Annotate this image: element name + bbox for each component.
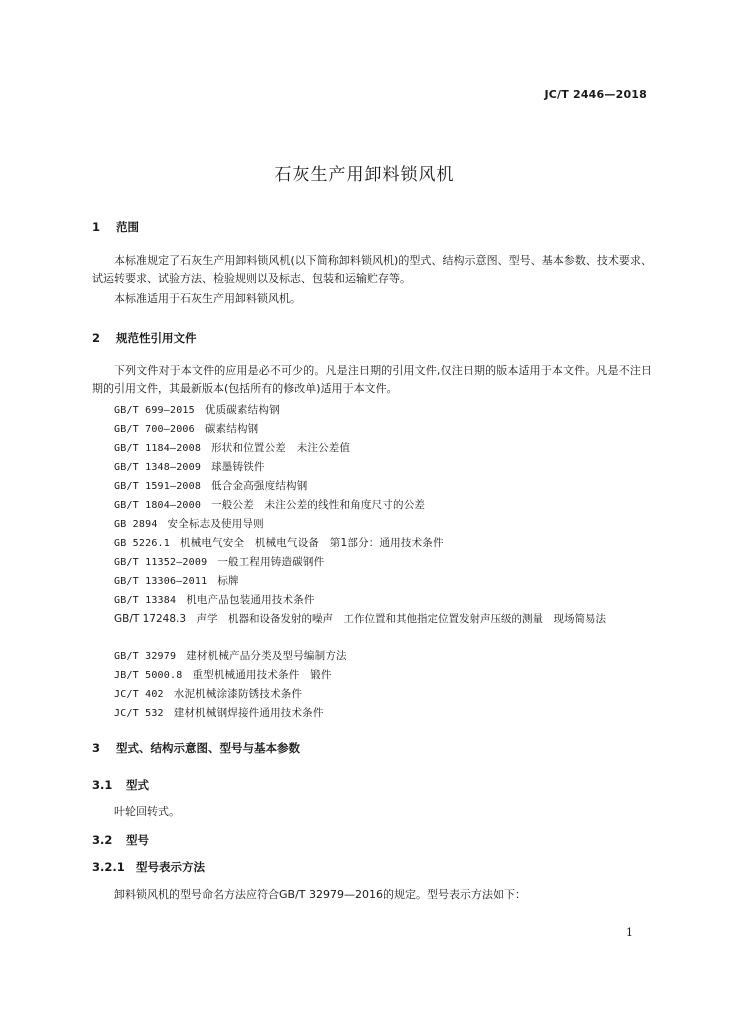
subsection-title: 型号	[126, 833, 149, 847]
reference-name: 标牌	[217, 575, 239, 587]
reference-name: 机电产品包装通用技术条件	[186, 594, 315, 606]
reference-name: 重型机械通用技术条件 锻件	[192, 669, 332, 681]
reference-item	[114, 535, 444, 550]
section-2-heading	[92, 330, 197, 346]
reference-item	[114, 440, 350, 455]
reference-name: 水泥机械涂漆防锈技术条件	[173, 688, 303, 700]
section-3-heading	[92, 740, 300, 756]
reference-item	[114, 592, 315, 607]
reference-name: 一般公差 未注公差的线性和角度尺寸的公差	[211, 499, 426, 511]
reference-item	[114, 705, 324, 720]
reference-code: GB 2894	[114, 519, 158, 530]
reference-code: GB/T 1591—2008	[114, 481, 202, 492]
reference-code: GB/T 699—2015	[114, 405, 195, 416]
reference-name: 碳素结构钢	[204, 423, 259, 435]
subsection-3-1-heading	[92, 777, 149, 793]
reference-name: 球墨铸铁件	[211, 461, 265, 473]
section-title: 规范性引用文件	[116, 331, 197, 345]
subsection-number: 3.2	[92, 833, 113, 847]
subsection-number: 3.2.1	[92, 860, 125, 874]
reference-code: GB/T 1184—2008	[114, 443, 202, 454]
reference-code: JC/T 402	[114, 689, 164, 700]
reference-name: 安全标志及使用导则	[167, 518, 264, 530]
reference-item	[114, 516, 264, 531]
model-notation-text: 卸料锁风机的型号命名方法应符合GB/T 32979—2016的规定。型号表示方法如下：	[114, 888, 526, 901]
section-number: 1	[92, 220, 101, 234]
reference-item	[114, 648, 347, 663]
reference-item	[114, 667, 332, 682]
reference-name: 一般工程用铸造碳钢件	[217, 556, 325, 568]
reference-name: 机械电气安全 机械电气设备 第1部分：通用技术条件	[180, 537, 444, 549]
reference-code: GB/T 11352—2009	[114, 557, 208, 568]
reference-code: JB/T 5000.8	[114, 670, 183, 681]
reference-code: GB/T 13306—2011	[114, 576, 208, 587]
subsection-title: 型号表示方法	[136, 860, 205, 874]
subsection-3-2-heading	[92, 832, 149, 848]
reference-item	[114, 421, 258, 436]
section-number: 2	[92, 331, 101, 345]
subsection-title: 型式	[126, 778, 149, 792]
reference-name: 优质碳素结构钢	[204, 404, 280, 416]
type-text: 叶轮回转式。	[114, 805, 180, 818]
standard-code: JC/T 2446—2018	[544, 88, 647, 101]
reference-item	[114, 478, 307, 493]
document-title: 石灰生产用卸料锁风机	[274, 165, 455, 185]
reference-code: GB/T 13384	[114, 595, 177, 606]
reference-name: 建材机械产品分类及型号编制方法	[186, 650, 347, 662]
subsection-3-2-1-heading	[92, 859, 205, 875]
reference-name: 建材机械钢焊接件通用技术条件	[173, 707, 324, 719]
reference-name: 形状和位置公差 未注公差值	[211, 442, 351, 454]
reference-item-long: GB/T 17248.3 声学 机器和设备发射的噪声 工作位置和其他指定位置发射声压级的测量 现场简易法	[114, 613, 607, 625]
reference-item	[114, 686, 302, 701]
section-title: 范围	[116, 220, 139, 234]
reference-code: GB/T 1804—2000	[114, 500, 202, 511]
references-intro: 下列文件对于本文件的应用是必不可少的。凡是注日期的引用文件,仅注日期的版本适用于本文件。凡是不注日期的引用文件，其最新版本(包括所有的修改单)适用于本文件。	[92, 364, 652, 395]
reference-code: GB/T 32979	[114, 651, 177, 662]
section-title: 型式、结构示意图、型号与基本参数	[116, 741, 300, 755]
reference-code: GB/T 1348—2009	[114, 462, 202, 473]
page-number: 1	[626, 926, 633, 939]
reference-item	[114, 402, 280, 417]
reference-item	[114, 554, 324, 569]
reference-item	[114, 573, 239, 588]
reference-item	[114, 497, 425, 512]
section-number: 3	[92, 741, 101, 755]
reference-code: GB 5226.1	[114, 538, 170, 549]
reference-name: 低合金高强度结构钢	[211, 480, 308, 492]
reference-code: JC/T 532	[114, 708, 164, 719]
reference-item	[114, 459, 265, 474]
subsection-number: 3.1	[92, 778, 113, 792]
scope-paragraph: 本标准规定了石灰生产用卸料锁风机(以下简称卸料锁风机)的型式、结构示意图、型号、基本参数、技术要求、试运转要求、试验方法、检验规则以及标志、包装和运输贮存等。	[92, 254, 652, 285]
section-1-heading	[92, 219, 139, 235]
scope-applicability: 本标准适用于石灰生产用卸料锁风机。	[114, 292, 301, 305]
reference-code: GB/T 700—2006	[114, 424, 195, 435]
